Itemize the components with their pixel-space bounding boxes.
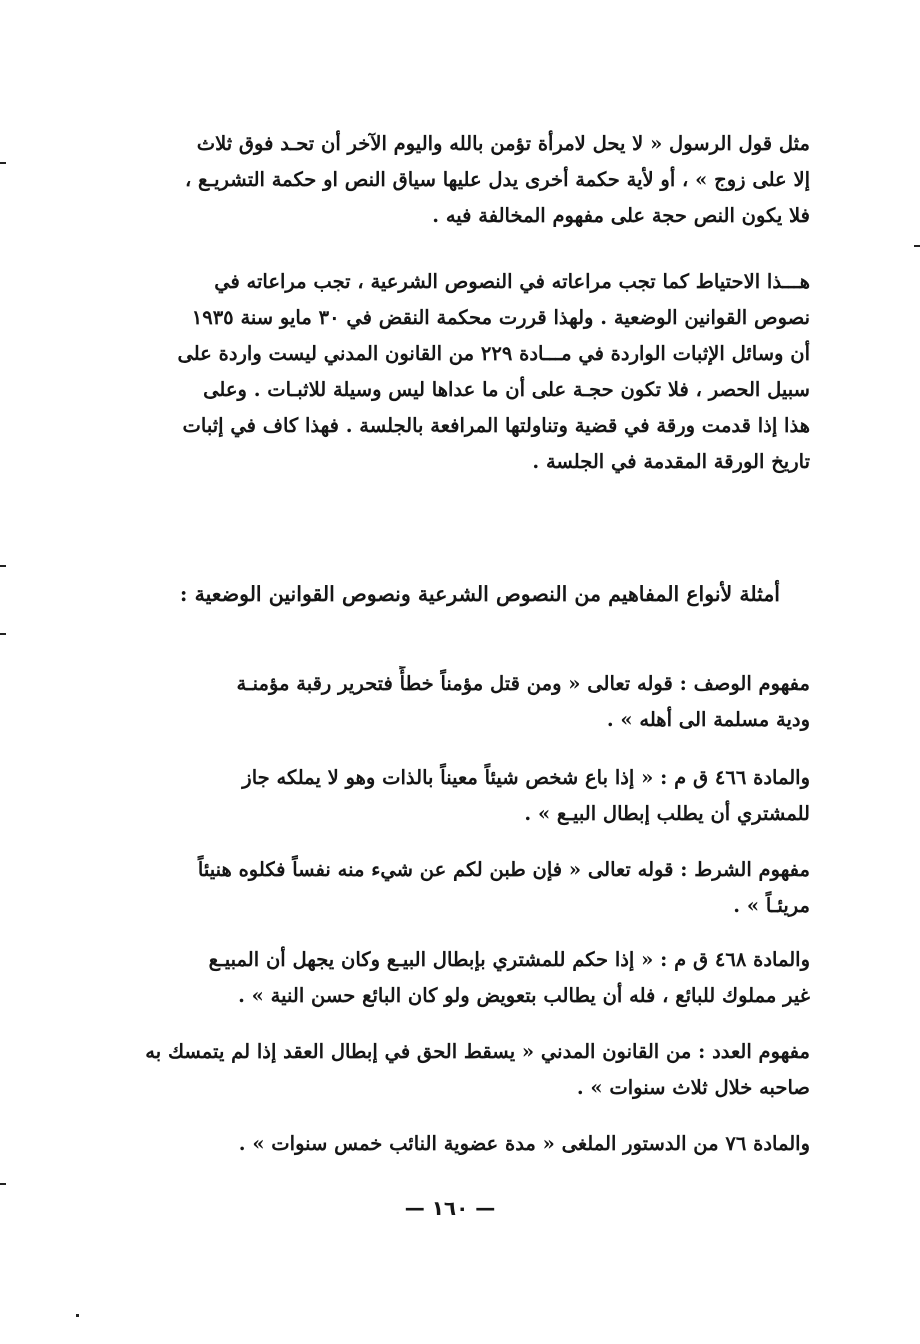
section-heading bbox=[140, 576, 780, 612]
margin-mark bbox=[0, 633, 6, 635]
text-line: مفهوم العدد : من القانون المدني « يسقط الحق في إبطال العقد إذا لم يتمسك به bbox=[145, 1040, 810, 1063]
text-line: إلا على زوج » ، أو لأية حكمة أخرى يدل عليها سياق النص او حكمة التشريـع ، bbox=[184, 168, 810, 191]
text-line: سبيل الحصر ، فلا تكون حجـة على أن ما عداها ليس وسيلة للاثبـات . وعلى bbox=[203, 378, 810, 401]
example-article-76 bbox=[112, 1126, 810, 1162]
text-line: والمادة ٧٦ من الدستور الملغى « مدة عضوية النائب خمس سنوات » . bbox=[238, 1132, 810, 1155]
paragraph-precaution bbox=[112, 264, 810, 480]
text-line: مريئـاً » . bbox=[733, 894, 810, 917]
margin-mark bbox=[0, 1183, 6, 1185]
example-article-468 bbox=[112, 942, 810, 1014]
example-article-466 bbox=[112, 760, 810, 832]
section-heading-text: أمثلة لأنواع المفاهيم من النصوص الشرعية ونصوص القوانين الوضعية : bbox=[179, 582, 780, 606]
text-line: تاريخ الورقة المقدمة في الجلسة . bbox=[532, 450, 810, 473]
text-line: للمشتري أن يطلب إبطال البيـع » . bbox=[524, 802, 810, 825]
text-line: ودية مسلمة الى أهله » . bbox=[606, 708, 810, 731]
text-line: غير مملوك للبائع ، فله أن يطالب بتعويض ولو كان البائع حسن النية » . bbox=[238, 984, 810, 1007]
text-line: صاحبه خلال ثلاث سنوات » . bbox=[576, 1076, 810, 1099]
example-number-concept bbox=[112, 1034, 810, 1106]
example-description-concept bbox=[112, 666, 810, 738]
margin-mark bbox=[0, 162, 6, 164]
text-line: أن وسائل الإثبات الواردة في مـــادة ٢٢٩ من القانون المدني ليست واردة على bbox=[177, 342, 810, 365]
margin-mark bbox=[914, 245, 920, 247]
text-line: مفهوم الشرط : قوله تعالى « فإن طبن لكم عن شيء منه نفساً فكلوه هنيئاً bbox=[197, 858, 810, 881]
text-line: نصوص القوانين الوضعية . ولهذا قررت محكمة النقض في ٣٠ مايو سنة ١٩٣٥ bbox=[191, 306, 810, 329]
text-line: مثل قول الرسول « لا يحل لامرأة تؤمن بالله واليوم الآخر أن تحـد فوق ثلاث bbox=[196, 132, 810, 155]
paragraph-continuation bbox=[112, 126, 810, 234]
margin-mark bbox=[76, 1314, 79, 1317]
example-condition-concept bbox=[112, 852, 810, 924]
text-line: مفهوم الوصف : قوله تعالى « ومن قتل مؤمناً خطأً فتحرير رقبة مؤمنـة bbox=[236, 672, 810, 695]
margin-mark bbox=[0, 565, 6, 567]
text-line: فلا يكون النص حجة على مفهوم المخالفة فيه . bbox=[432, 204, 810, 227]
text-line: هـــذا الاحتياط كما تجب مراعاته في النصوص الشرعية ، تجب مراعاته في bbox=[214, 270, 810, 293]
text-line: والمادة ٤٦٨ ق م : « إذا حكم للمشتري بإبطال البيـع وكان يجهل أن المبيـع bbox=[208, 948, 810, 971]
page-number: — ١٦٠ — bbox=[404, 1196, 496, 1220]
text-line: هذا إذا قدمت ورقة في قضية وتناولتها المرافعة بالجلسة . فهذا كاف في إثبات bbox=[182, 414, 810, 437]
text-line: والمادة ٤٦٦ ق م : « إذا باع شخص شيئاً معيناً بالذات وهو لا يملكه جاز bbox=[242, 766, 810, 789]
